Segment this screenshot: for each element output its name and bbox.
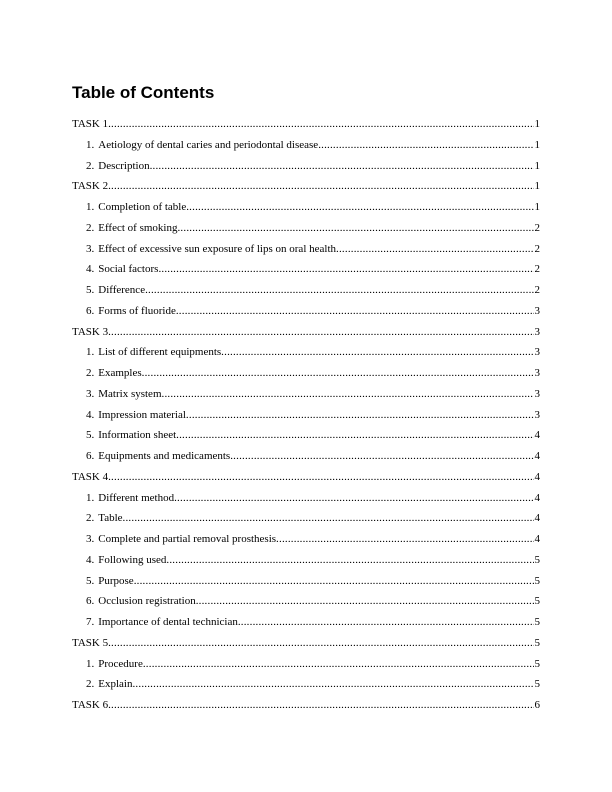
toc-entry-subitem[interactable]	[0, 529, 612, 550]
toc-entry-page: 3	[534, 387, 540, 400]
toc-entry-number: 1.	[86, 346, 95, 359]
toc-entry-number: 2.	[86, 512, 95, 525]
toc-entry-subitem[interactable]	[0, 259, 612, 280]
toc-entry-page: 3	[534, 367, 540, 379]
toc-entry-subitem[interactable]	[0, 135, 612, 156]
toc-entry-number: 2.	[86, 221, 95, 234]
toc-entry-text: Effect of excessive sun exposure of lips on oral health	[98, 242, 337, 255]
toc-leader-dots	[318, 138, 533, 152]
toc-leader-dots	[186, 408, 534, 422]
toc-entry-page: 5	[534, 574, 540, 587]
toc-entry-page: 2	[534, 284, 540, 296]
toc-leader-dots	[336, 242, 533, 256]
toc-entry-text: Explain	[98, 678, 133, 691]
toc-entry-number: 6.	[86, 450, 95, 462]
toc-entry-number: 2.	[86, 678, 95, 691]
toc-entry-number: 5.	[86, 284, 95, 296]
toc-entry-subitem[interactable]	[0, 301, 612, 322]
toc-entry-text: Table	[98, 512, 123, 525]
toc-leader-dots	[108, 636, 533, 650]
toc-entry-text: TASK 2	[72, 180, 109, 193]
toc-entry-page: 1	[534, 138, 540, 151]
toc-entry-page: 6	[534, 699, 540, 711]
toc-entry-number: 1.	[86, 201, 95, 213]
toc-list	[0, 114, 612, 716]
toc-entry-number: 1.	[86, 657, 95, 670]
toc-entry-task[interactable]	[0, 695, 612, 716]
toc-entry-text: Effect of smoking	[98, 221, 178, 234]
toc-entry-subitem[interactable]	[0, 612, 612, 633]
toc-entry-page: 1	[534, 180, 540, 193]
toc-entry-task[interactable]	[0, 176, 612, 197]
toc-entry-number: 2.	[86, 159, 95, 172]
toc-entry-page: 5	[534, 616, 540, 628]
toc-entry-number: 4.	[86, 408, 95, 421]
toc-leader-dots	[108, 325, 533, 339]
toc-entry-subitem[interactable]	[0, 446, 612, 467]
toc-entry-page: 4	[534, 491, 540, 504]
toc-entry-subitem[interactable]	[0, 363, 612, 384]
toc-leader-dots	[143, 657, 534, 671]
toc-leader-dots	[176, 304, 534, 318]
toc-entry-page: 5	[534, 678, 540, 691]
toc-entry-text: Social factors	[98, 263, 159, 276]
toc-entry-page: 1	[534, 159, 540, 172]
toc-entry-number: 3.	[86, 242, 95, 255]
toc-entry-page: 5	[534, 657, 540, 670]
toc-entry-text: Information sheet	[98, 429, 177, 442]
toc-entry-subitem[interactable]	[0, 488, 612, 509]
toc-leader-dots	[230, 449, 533, 463]
toc-entry-text: Forms of fluoride	[98, 304, 176, 317]
toc-leader-dots	[158, 262, 533, 276]
toc-entry-text: Purpose	[98, 574, 134, 587]
toc-entry-text: List of different equipments	[98, 346, 222, 359]
toc-entry-text: Procedure	[98, 657, 143, 670]
toc-entry-task[interactable]	[0, 322, 612, 343]
toc-entry-number: 3.	[86, 387, 95, 400]
toc-entry-number: 5.	[86, 429, 95, 442]
toc-leader-dots	[276, 532, 533, 546]
toc-entry-number: 5.	[86, 574, 95, 587]
toc-leader-dots	[134, 574, 534, 588]
toc-entry-page: 3	[534, 325, 540, 338]
toc-entry-text: Examples	[98, 367, 142, 379]
toc-entry-page: 4	[534, 533, 540, 545]
toc-entry-page: 2	[534, 242, 540, 255]
toc-entry-subitem[interactable]	[0, 218, 612, 239]
toc-entry-page: 3	[534, 304, 540, 317]
toc-leader-dots	[174, 491, 533, 505]
toc-entry-page: 3	[534, 408, 540, 421]
toc-leader-dots	[196, 594, 534, 608]
toc-entry-subitem[interactable]	[0, 239, 612, 260]
toc-leader-dots	[108, 470, 533, 484]
toc-leader-dots	[142, 366, 534, 380]
toc-entry-subitem[interactable]	[0, 156, 612, 177]
toc-entry-number: 6.	[86, 304, 95, 317]
toc-leader-dots	[123, 511, 534, 525]
toc-entry-subitem[interactable]	[0, 654, 612, 675]
toc-entry-page: 4	[534, 512, 540, 525]
toc-entry-text: Different method	[98, 491, 175, 504]
toc-entry-page: 4	[534, 470, 540, 483]
toc-leader-dots	[108, 117, 533, 131]
toc-entry-page: 1	[534, 201, 540, 213]
toc-entry-page: 5	[534, 636, 540, 649]
toc-entry-subitem[interactable]	[0, 571, 612, 592]
toc-entry-page: 2	[534, 263, 540, 276]
toc-leader-dots	[132, 677, 533, 691]
toc-entry-text: Following used	[98, 553, 167, 566]
page-title: Table of Contents	[72, 83, 215, 102]
toc-entry-number: 4.	[86, 263, 95, 276]
toc-entry-text: Complete and partial removal prosthesis	[98, 533, 277, 545]
toc-entry-subitem[interactable]	[0, 384, 612, 405]
toc-entry-number: 4.	[86, 553, 95, 566]
toc-entry-text: Occlusion registration	[98, 595, 196, 608]
toc-entry-number: 1.	[86, 138, 95, 151]
toc-leader-dots	[166, 553, 533, 567]
toc-leader-dots	[186, 200, 533, 214]
toc-entry-text: Completion of table	[98, 201, 187, 213]
toc-entry-subitem[interactable]	[0, 508, 612, 529]
toc-entry-task[interactable]	[0, 114, 612, 135]
toc-entry-number: 7.	[86, 616, 95, 628]
toc-entry-text: Impression material	[98, 408, 186, 421]
toc-leader-dots	[176, 428, 533, 442]
toc-entry-page: 4	[534, 450, 540, 462]
toc-leader-dots	[150, 159, 534, 173]
toc-entry-text: TASK 6	[72, 699, 109, 711]
toc-leader-dots	[177, 221, 533, 235]
toc-leader-dots	[238, 615, 534, 629]
toc-leader-dots	[108, 179, 533, 193]
toc-entry-subitem[interactable]	[0, 591, 612, 612]
toc-entry-page: 1	[534, 118, 540, 130]
toc-entry-task[interactable]	[0, 633, 612, 654]
toc-entry-subitem[interactable]	[0, 405, 612, 426]
toc-entry-subitem[interactable]	[0, 197, 612, 218]
toc-leader-dots	[145, 283, 533, 297]
toc-entry-text: Importance of dental technician	[98, 616, 238, 628]
toc-entry-subitem[interactable]	[0, 674, 612, 695]
toc-entry-text: Equipments and medicaments	[98, 450, 231, 462]
toc-entry-text: TASK 3	[72, 325, 109, 338]
toc-entry-number: 2.	[86, 367, 95, 379]
toc-entry-page: 5	[534, 553, 540, 566]
toc-entry-text: Aetiology of dental caries and periodontal disease	[98, 138, 319, 151]
toc-entry-text: Matrix system	[98, 387, 162, 400]
toc-entry-subitem[interactable]	[0, 342, 612, 363]
toc-entry-subitem[interactable]	[0, 280, 612, 301]
toc-entry-page: 2	[534, 221, 540, 234]
toc-entry-number: 6.	[86, 595, 95, 608]
toc-entry-text: TASK 5	[72, 636, 109, 649]
toc-entry-page: 3	[534, 346, 540, 359]
toc-entry-subitem[interactable]	[0, 425, 612, 446]
toc-entry-number: 3.	[86, 533, 95, 545]
toc-entry-number: 1.	[86, 491, 95, 504]
toc-entry-text: Difference	[98, 284, 146, 296]
toc-leader-dots	[108, 698, 533, 712]
toc-entry-text: TASK 1	[72, 118, 109, 130]
toc-leader-dots	[162, 387, 534, 401]
toc-entry-subitem[interactable]	[0, 550, 612, 571]
toc-entry-text: Description	[98, 159, 150, 172]
toc-entry-text: TASK 4	[72, 470, 109, 483]
toc-entry-task[interactable]	[0, 467, 612, 488]
toc-leader-dots	[221, 345, 533, 359]
toc-entry-page: 5	[534, 595, 540, 608]
toc-entry-page: 4	[534, 429, 540, 442]
